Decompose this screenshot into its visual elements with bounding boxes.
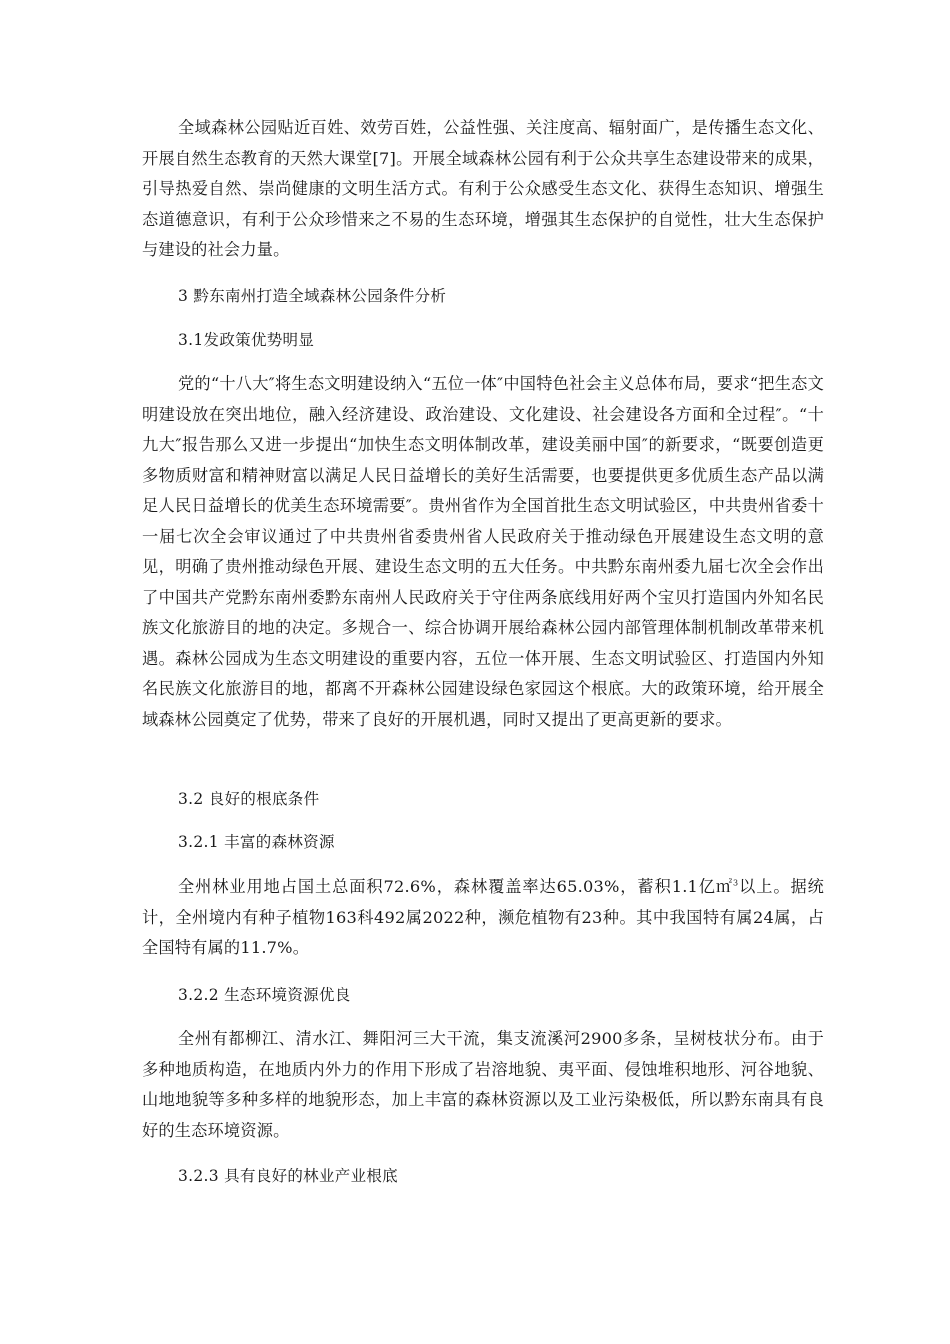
paragraph-forest-park-benefits: 全域森林公园贴近百姓、效劳百姓，公益性强、关注度高、辐射面广，是传播生态文化、开展自然生态教育的天然大课堂[7]。开展全域森林公园有利于公众共享生态建设带来的成果，引导热爱自然、崇尚健康的文明生活方式。有利于公众感受生态文化、获得生态知识、增强生态道德意识，有利于公众珍惜来之不易的生态环境，增强其生态保护的自觉性，壮大生态保护与建设的社会力量。 xyxy=(142,118,824,259)
subsection-heading-3-2-3: 3.2.3 具有良好的林业产业根底 xyxy=(178,1167,398,1185)
cubic-superscript: 3 xyxy=(733,878,739,888)
subsection-heading-3-2-1: 3.2.1 丰富的森林资源 xyxy=(178,833,335,851)
subsection-heading-3-2-2: 3.2.2 生态环境资源优良 xyxy=(178,986,351,1004)
paragraph-policy-advantages: 党的“十八大″将生态文明建设纳入“五位一体″中国特色社会主义总体布局，要求“把生态文明建设放在突出地位，融入经济建设、政治建设、文化建设、社会建设各方面和全过程″。“十九大″报告那么又进一步提出“加快生态文明体制改革，建设美丽中国″的新要求，“既要创造更多物质财富和精神财富以满足人民日益增长的美好生活需要，也要提供更多优质生态产品以满足人民日益增长的优美生态环境需要″。贵州省作为全国首批生态文明试验区，中共贵州省委十一届七次全会审议通过了中共贵州省委贵州省人民政府关于推动绿色开展建设生态文明的意见，明确了贵州推动绿色开展、建设生态文明的五大任务。中共黔东南州委九届七次全会作出了中国共产党黔东南州委黔东南州人民政府关于守住两条底线用好两个宝贝打造国内外知名民族文化旅游目的地的决定。多规合一、综合协调开展给森林公园内部管理体制机制改革带来机遇。森林公园成为生态文明建设的重要内容，五位一体开展、生态文明试验区、打造国内外知名民族文化旅游目的地，都离不开森林公园建设绿色家园这个根底。大的政策环境，给开展全域森林公园奠定了优势，带来了良好的开展机遇，同时又提出了更高更新的要求。 xyxy=(142,374,824,729)
forest-resources-text-part2: 以上。据统计，全州境内有种子植物163科492属2022种，濒危植物有23种。其中我国特有属24属，占全国特有属的11.7%。 xyxy=(142,877,824,957)
paragraph-ecological-environment: 全州有都柳江、清水江、舞阳河三大干流，集支流溪河2900多条，呈树枝状分布。由于多种地质构造，在地质内外力的作用下形成了岩溶地貌、夷平面、侵蚀堆积地形、河谷地貌、山地地貌等多种多样的地貌形态，加上丰富的森林资源以及工业污染极低，所以黔东南具有良好的生态环境资源。 xyxy=(142,1029,824,1140)
forest-resources-text-part1: 全州林业用地占国土总面积72.6%，森林覆盖率达65.03%，蓄积1.1亿㎡ xyxy=(178,877,734,896)
section-heading-3: 3 黔东南州打造全域森林公园条件分析 xyxy=(178,287,447,305)
paragraph-forest-resources xyxy=(142,872,824,964)
subsection-heading-3-1: 3.1发政策优势明显 xyxy=(178,331,315,349)
subsection-heading-3-2: 3.2 良好的根底条件 xyxy=(178,790,320,808)
